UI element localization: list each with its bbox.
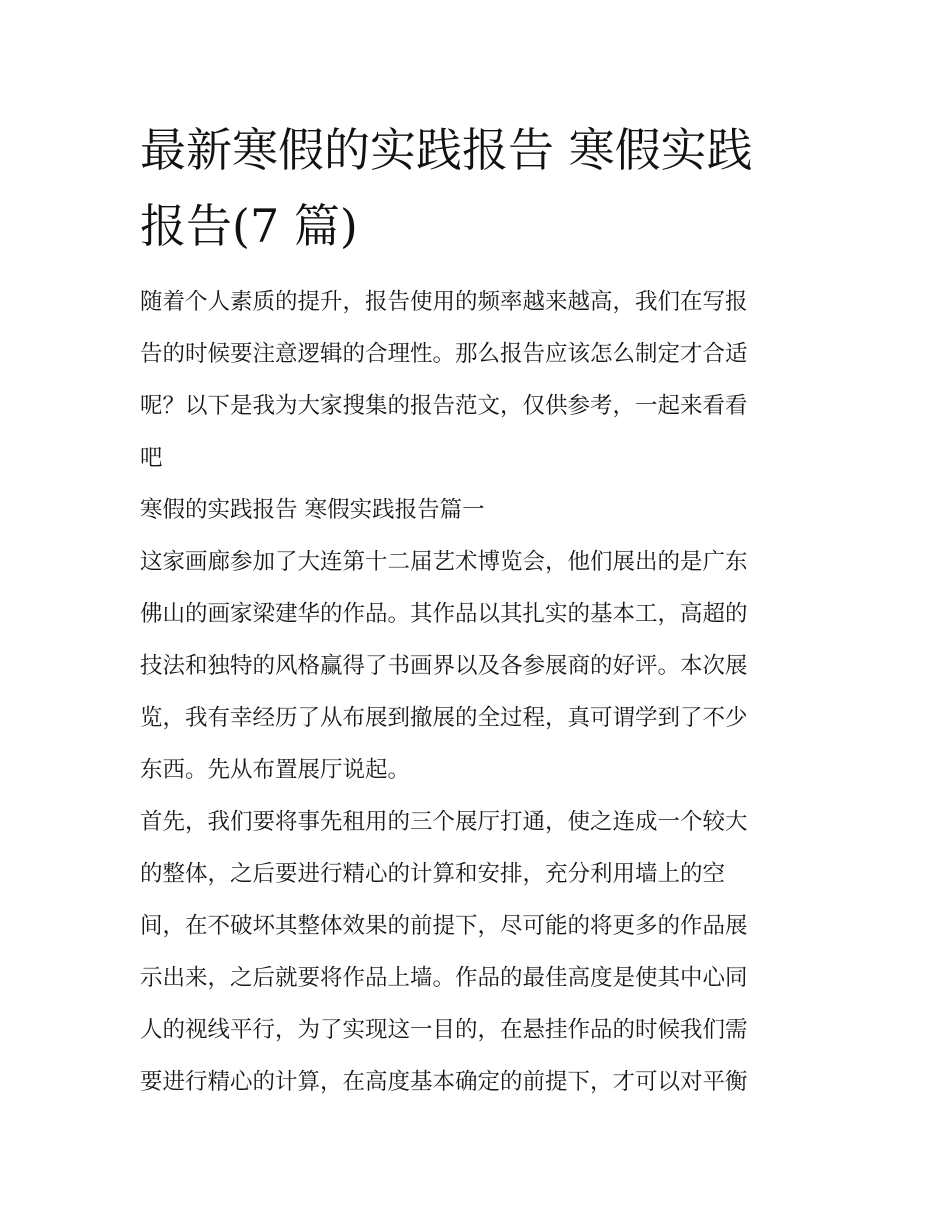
intro-line: 告的时候要注意逻辑的合理性。那么报告应该怎么制定才合适 [140, 341, 748, 367]
paragraph-line: 间，在不破坏其整体效果的前提下，尽可能的将更多的作品展 [140, 913, 748, 939]
paragraph-line: 示出来，之后就要将作品上墙。作品的最佳高度是使其中心同 [140, 965, 748, 991]
section-heading [140, 484, 820, 536]
paragraph-line: 览，我有幸经历了从布展到撤展的全过程，真可谓学到了不少 [140, 705, 748, 731]
paragraph-line: 佛山的画家梁建华的作品。其作品以其扎实的基本工，高超的 [140, 601, 748, 627]
section-heading-text: 寒假的实践报告 寒假实践报告篇一 [140, 497, 485, 523]
paragraph-line: 技法和独特的风格赢得了书画界以及各参展商的好评。本次展 [140, 653, 748, 679]
paragraph-line: 要进行精心的计算，在高度基本确定的前提下，才可以对平衡 [140, 1069, 748, 1095]
intro-line: 随着个人素质的提升，报告使用的频率越来越高，我们在写报 [140, 289, 748, 315]
paragraph-line: 的整体，之后要进行精心的计算和安排，充分利用墙上的空 [140, 861, 726, 887]
paragraph-line: 这家画廊参加了大连第十二届艺术博览会，他们展出的是广东 [140, 549, 748, 575]
title-line-2: 报告(7 篇) [140, 199, 358, 253]
body-paragraph-1 [140, 536, 820, 796]
intro-line: 呢？以下是我为大家搜集的报告范文，仅供参考，一起来看看 [140, 393, 748, 419]
title-line-1: 最新寒假的实践报告 寒假实践 [140, 123, 753, 177]
body-paragraph-2 [140, 796, 820, 1108]
paragraph-line: 人的视线平行，为了实现这一目的，在悬挂作品的时候我们需 [140, 1017, 748, 1043]
intro-paragraph [140, 276, 820, 484]
intro-line: 吧 [140, 445, 163, 471]
document-title [140, 112, 820, 264]
paragraph-line: 首先，我们要将事先租用的三个展厅打通，使之连成一个较大 [140, 809, 748, 835]
paragraph-line: 东西。先从布置展厅说起。 [140, 757, 411, 783]
document-body [140, 276, 820, 1108]
